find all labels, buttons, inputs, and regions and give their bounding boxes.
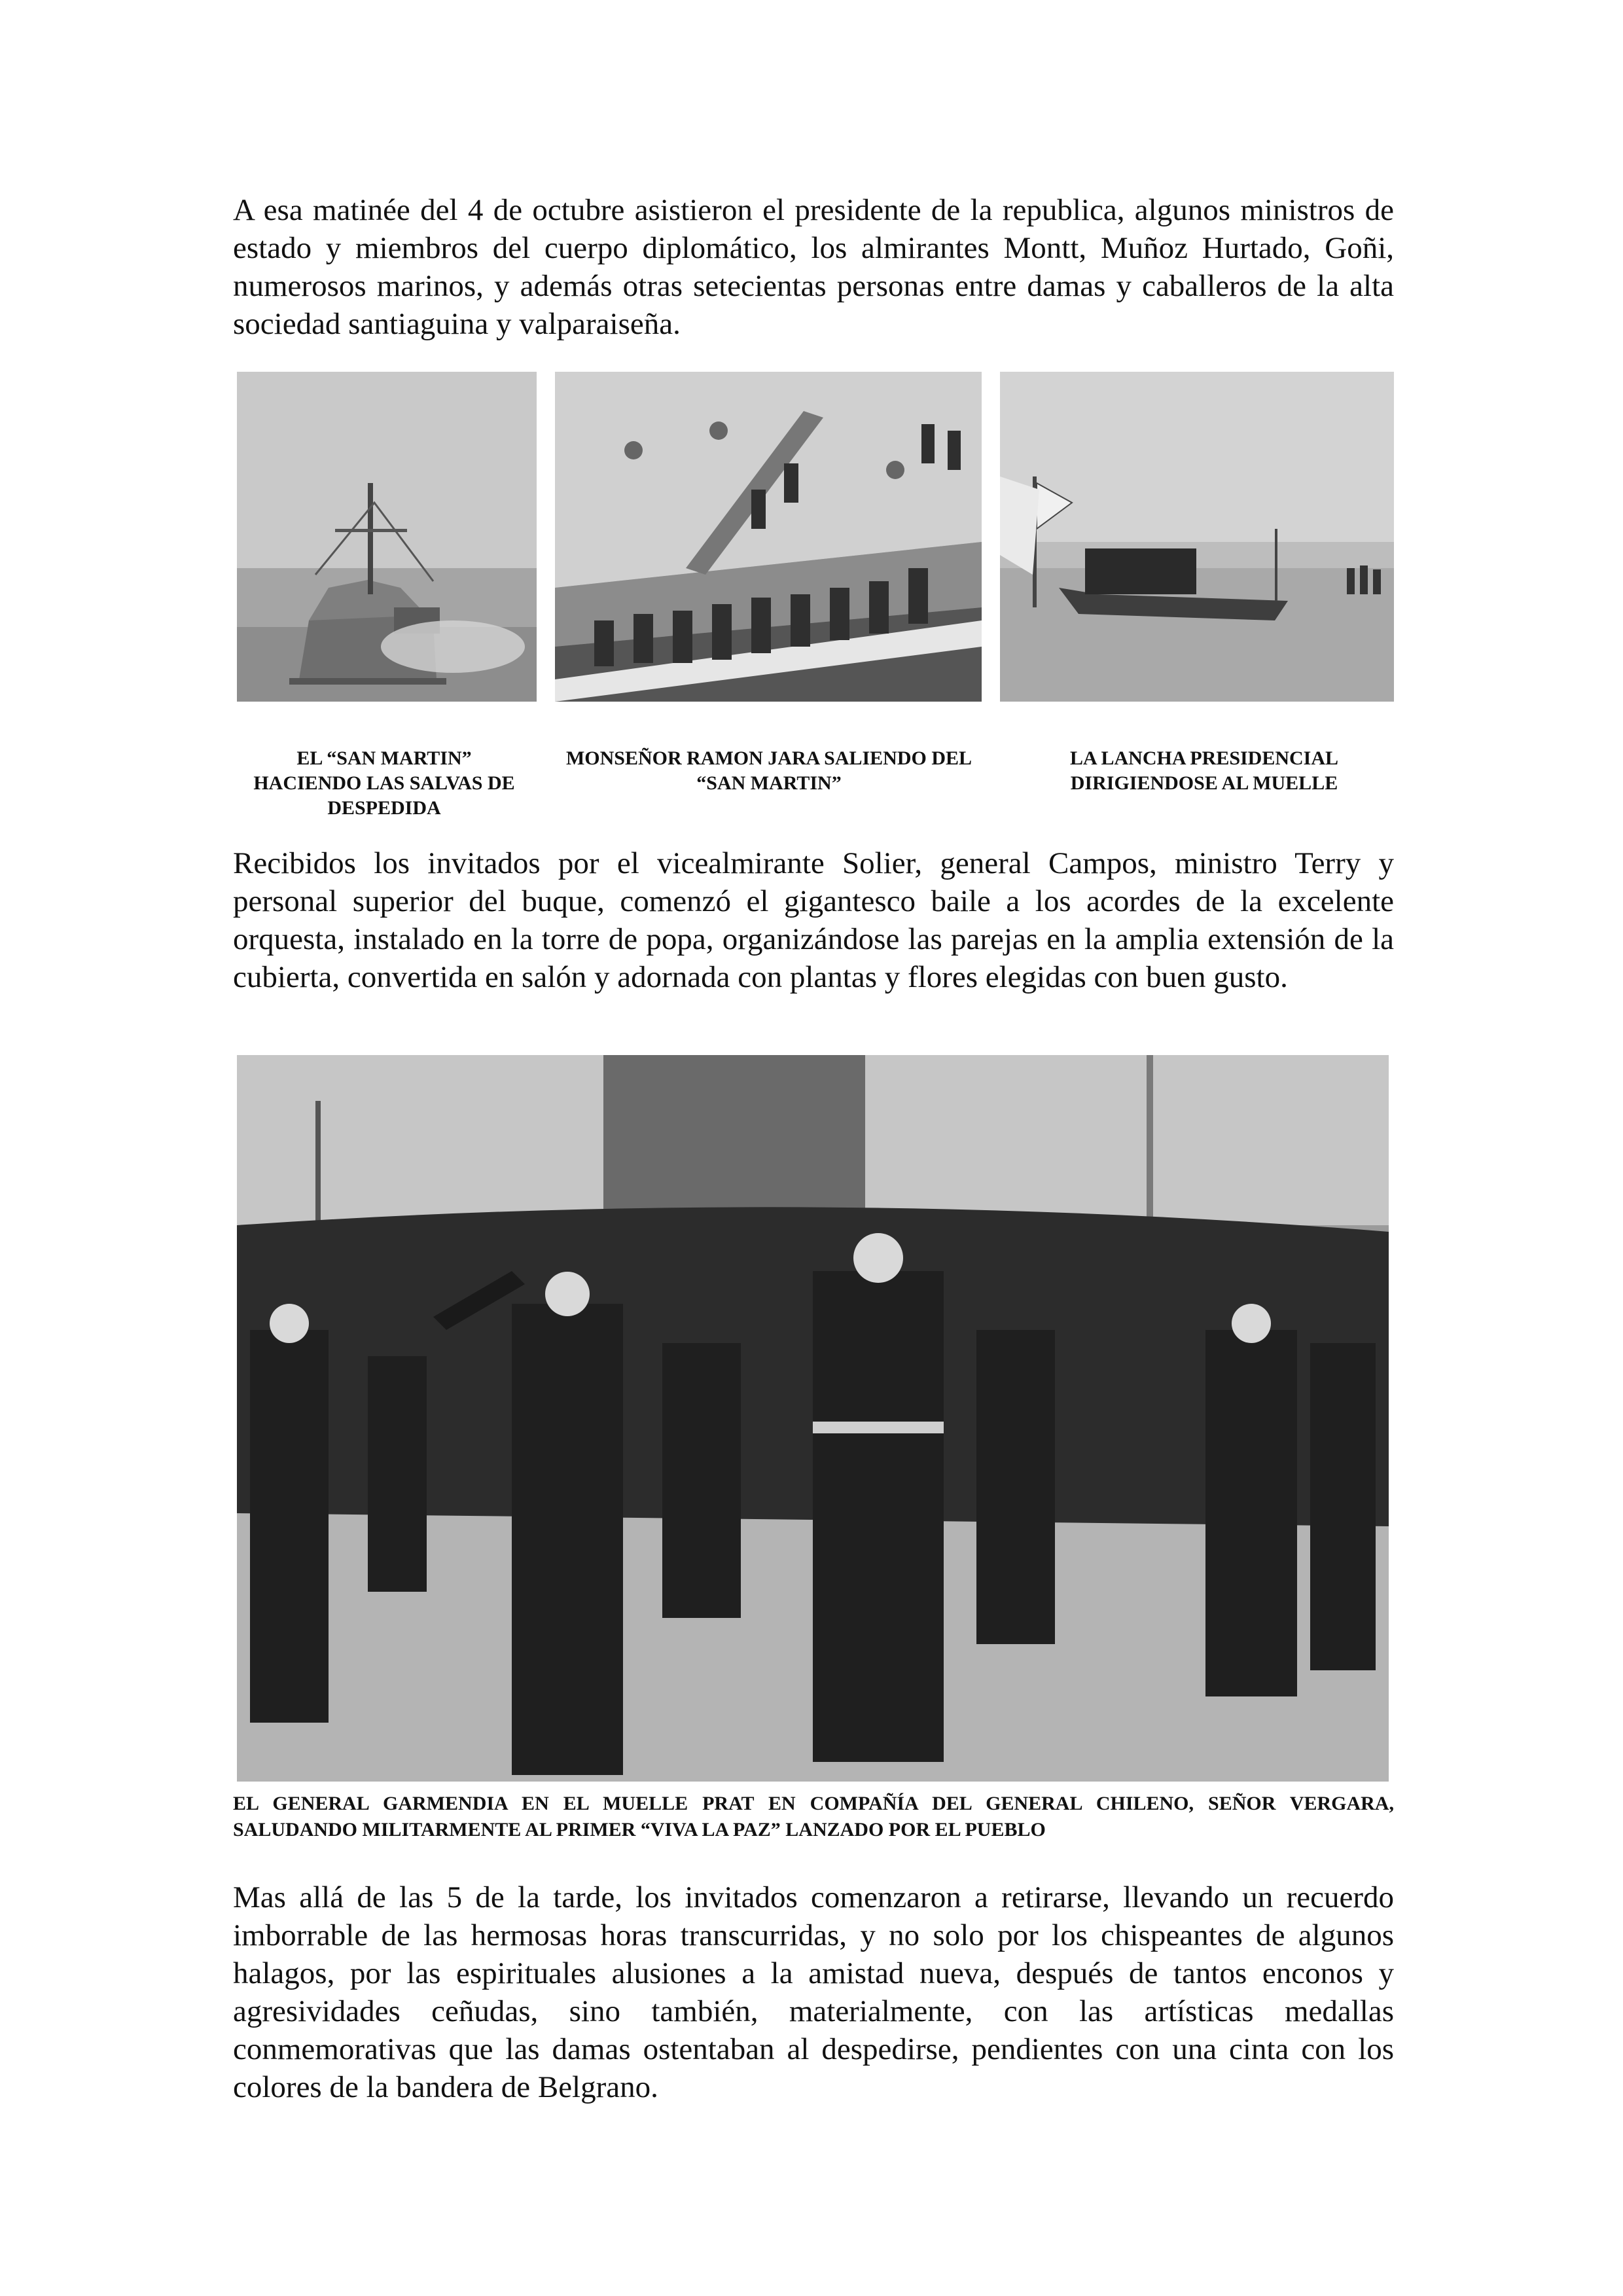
ship-image xyxy=(237,372,537,702)
caption-photo-1: EL “SAN MARTIN” HACIENDO LAS SALVAS DE DESPEDIDA xyxy=(253,747,515,819)
photo-lancha-presidencial xyxy=(1000,372,1394,702)
caption-photo-2: MONSEÑOR RAMON JARA SALIENDO DEL “SAN MARTIN” xyxy=(565,747,972,794)
caption-photo-4: EL GENERAL GARMENDIA EN EL MUELLE PRAT EN COMPAÑÍA DEL GENERAL CHILENO, SEÑOR VERGARA, SALUDANDO MILITARMENTE AL PRIMER “VIVA LA PAZ” LANZADO POR EL PUEBLO xyxy=(233,1793,1394,1840)
paragraph-2: Recibidos los invitados por el vicealmirante Solier, general Campos, ministro Terry y personal superior del buque, comenzó el gigantesco baile a los acordes de la excelente orquesta, instalado en la torre de popa, organizándose las parejas en la amplia extensión de la cubierta, convertida en salón y adornada con plantas y flores elegidas con buen gusto. xyxy=(233,846,1394,994)
photo-monsenor-jara xyxy=(555,372,982,702)
ladder-image xyxy=(555,372,982,702)
crowd-image xyxy=(237,1055,1389,1782)
caption-photo-3: LA LANCHA PRESIDENCIAL DIRIGIENDOSE AL MUELLE xyxy=(1069,747,1339,794)
paragraph-1: A esa matinée del 4 de octubre asistieron el presidente de la republica, algunos ministros de estado y miembros del cuerpo diplomático, los almirantes Montt, Muñoz Hurtado, Goñi, numerosos marinos, y además otras setecientas personas entre damas y caballeros de la alta sociedad santiaguina y valparaiseña. xyxy=(233,193,1394,341)
paragraph-3: Mas allá de las 5 de la tarde, los invitados comenzaron a retirarse, llevando un recuerdo imborrable de las hermosas horas transcurridas, y no solo por los chispeantes de algunos halagos, por las espirituales alusiones a la amistad nueva, después de tantos enconos y agresividades ceñudas, sino también, materialmente, con las artísticas medallas conmemorativas que las damas ostentaban al despedirse, pendientes con una cinta con los colores de la bandera de Belgrano. xyxy=(233,1880,1394,2104)
photo-general-garmendia xyxy=(237,1055,1389,1782)
photo-san-martin-salute xyxy=(237,372,537,702)
launch-image xyxy=(1000,372,1394,702)
